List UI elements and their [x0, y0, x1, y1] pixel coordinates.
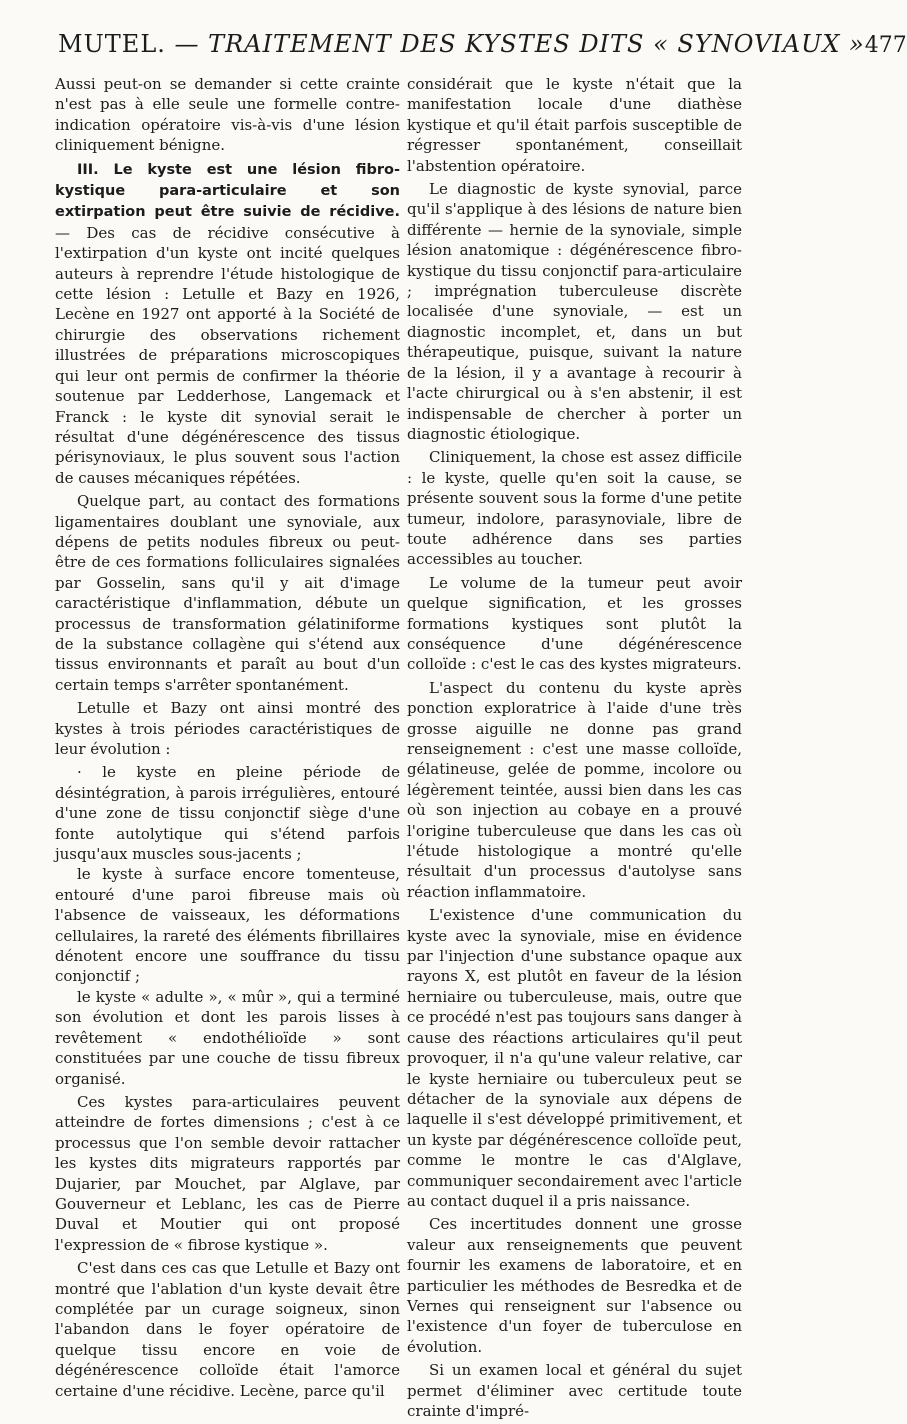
page-number: 477	[864, 33, 907, 58]
section-paragraph	[55, 159, 400, 489]
paragraph: considérait que le kyste n'était que la manifestation locale d'une diathèse kystique et qu'il était parfois susceptible de régresser spontanément, conseillait l'abstention opératoire.	[407, 75, 742, 175]
paragraph: Ces kystes para-articulaires peuvent atteindre de fortes dimensions ; c'est à ce processus que l'on semble devoir rattacher les kystes dits migrateurs rapportés par Dujarier, par Mouchet, par Alglave, par Gouverneur et Leblanc, les cas de Pierre Duval et Moutier qui ont proposé l'expression de « fibrose kystique ».	[55, 1092, 400, 1254]
paragraph: Aussi peut-on se demander si cette crainte n'est pas à elle seule une formelle contre-indication opératoire vis-à-vis d'une lésion cliniquement bénigne.	[55, 75, 400, 155]
paragraph: Letulle et Bazy ont ainsi montré des kystes à trois périodes caractéristiques de leur évolution :	[55, 699, 400, 758]
header-author: MUTEL.	[58, 30, 166, 58]
running-title	[58, 30, 865, 58]
paragraph: L'existence d'une communication du kyste avec la synoviale, mise en évidence par l'injection d'une substance opaque aux rayons X, est plutôt en faveur de la lésion herniaire ou tuberculeuse, mais, outre que ce procédé n'est pas toujours sans danger à cause des réactions articulaires qu'il peut provoquer, il n'a qu'une valeur relative, car le kyste herniaire ou tuberculeux peut se détacher de la synoviale aux dépens de laquelle il s'est développé primitivement, et un kyste par dégénérescence colloïde peut, comme le montre le cas d'Alglave, communiquer secondairement avec l'article au contact duquel il a pris naissance.	[407, 906, 742, 1210]
section-heading: III. Le kyste est une lésion fibro-kystique para-articulaire et son extirpation peut être suivie de récidive.	[55, 161, 400, 221]
paragraph: C'est dans ces cas que Letulle et Bazy ont montré que l'ablation d'un kyste devait être complétée par un curage soigneux, sinon l'abandon dans le foyer opératoire de quelque tissu encore en voie de dégénérescence colloïde était l'amorce certaine d'une récidive. Lecène, parce qu'il	[55, 1259, 400, 1400]
paragraph: Ces incertitudes donnent une grosse valeur aux renseignements que peuvent fournir les examens de laboratoire, et en particulier les méthodes de Besredka et de Vernes qui renseignent sur l'absence ou l'existence d'un foyer de tuberculose en évolution.	[407, 1215, 742, 1356]
header-title: — TRAITEMENT DES KYSTES DITS « SYNOVIAUX »	[165, 30, 865, 58]
paragraph: Si un examen local et général du sujet permet d'éliminer avec certitude toute crainte d'impré-	[407, 1361, 742, 1420]
paragraph: Le diagnostic de kyste synovial, parce qu'il s'applique à des lésions de nature bien différente — hernie de la synoviale, simple lésion anatomique : dégénérescence fibro-kystique du tissu conjonctif para-articulaire ; imprégnation tuberculeuse discrète localisée d'une synoviale, — est un diagnostic incomplet, et, dans un but thérapeutique, puisque, suivant la nature de la lésion, il y a avantage à recourir à l'acte chirurgical ou à s'en abstenir, il est indispensable de chercher à porter un diagnostic étiologique.	[407, 180, 742, 443]
running-header	[58, 30, 907, 64]
paragraph: Quelque part, au contact des formations ligamentaires doublant une synoviale, aux dépens de petits nodules fibreux ou peut-être de ces formations folliculaires signalées par Gosselin, sans qu'il y ait d'image caractéristique d'inflammation, débute un processus de transformation gélatiniforme de la substance collagène qui s'étend aux tissus environnants et paraît au bout d'un certain temps s'arrêter spontanément.	[55, 492, 400, 694]
section-text: — Des cas de récidive consécutive à l'extirpation d'un kyste ont incité quelques auteurs à reprendre l'étude histologique de cette lésion : Letulle et Bazy en 1926, Lecène en 1927 ont apporté à la Société de chirurgie des observations richement illustrées de préparations microscopiques qui leur ont permis de confirmer la théorie soutenue par Ledderhose, Langemack et Franck : le kyste dit synovial serait le résultat d'une dégénérescence des tissus périsynoviaux, le plus souvent sous l'action de causes mécaniques répétées.	[55, 223, 400, 487]
list-item: le kyste à surface encore tomenteuse, entouré d'une paroi fibreuse mais où l'absence de vaisseaux, les déformations cellulaires, la rareté des éléments fibrillaires dénotent encore une souffrance du tissu conjonctif ;	[55, 865, 400, 986]
right-column	[407, 74, 742, 1424]
list-item: le kyste « adulte », « mûr », qui a terminé son évolution et dont les parois lisses à revêtement « endothélioïde » sont constituées par une couche de tissu fibreux organisé.	[55, 987, 400, 1088]
paragraph: Cliniquement, la chose est assez difficile : le kyste, quelle qu'en soit la cause, se présente souvent sous la forme d'une petite tumeur, indolore, parasynoviale, libre de toute adhérence dans ses parties accessibles au toucher.	[407, 448, 742, 569]
list-item: · le kyste en pleine période de désintégration, à parois irrégulières, entouré d'une zone de tissu conjonctif siège d'une fonte autolytique qui s'étend parfois jusqu'aux muscles sous-jacents ;	[55, 763, 400, 864]
left-column	[55, 74, 400, 1404]
paragraph: Le volume de la tumeur peut avoir quelque signification, et les grosses formations kystiques sont plutôt la conséquence d'une dégénérescence colloïde : c'est le cas des kystes migrateurs.	[407, 573, 742, 674]
paragraph: L'aspect du contenu du kyste après ponction exploratrice à l'aide d'une très grosse aiguille ne donne pas grand renseignement : c'est une masse colloïde, gélatineuse, gelée de pomme, incolore ou légèrement teintée, aussi bien dans les cas où son injection au cobaye en a prouvé l'origine tuberculeuse que dans les cas où l'étude histologique a montré qu'elle résultait d'un processus d'autolyse sans réaction inflammatoire.	[407, 678, 742, 901]
